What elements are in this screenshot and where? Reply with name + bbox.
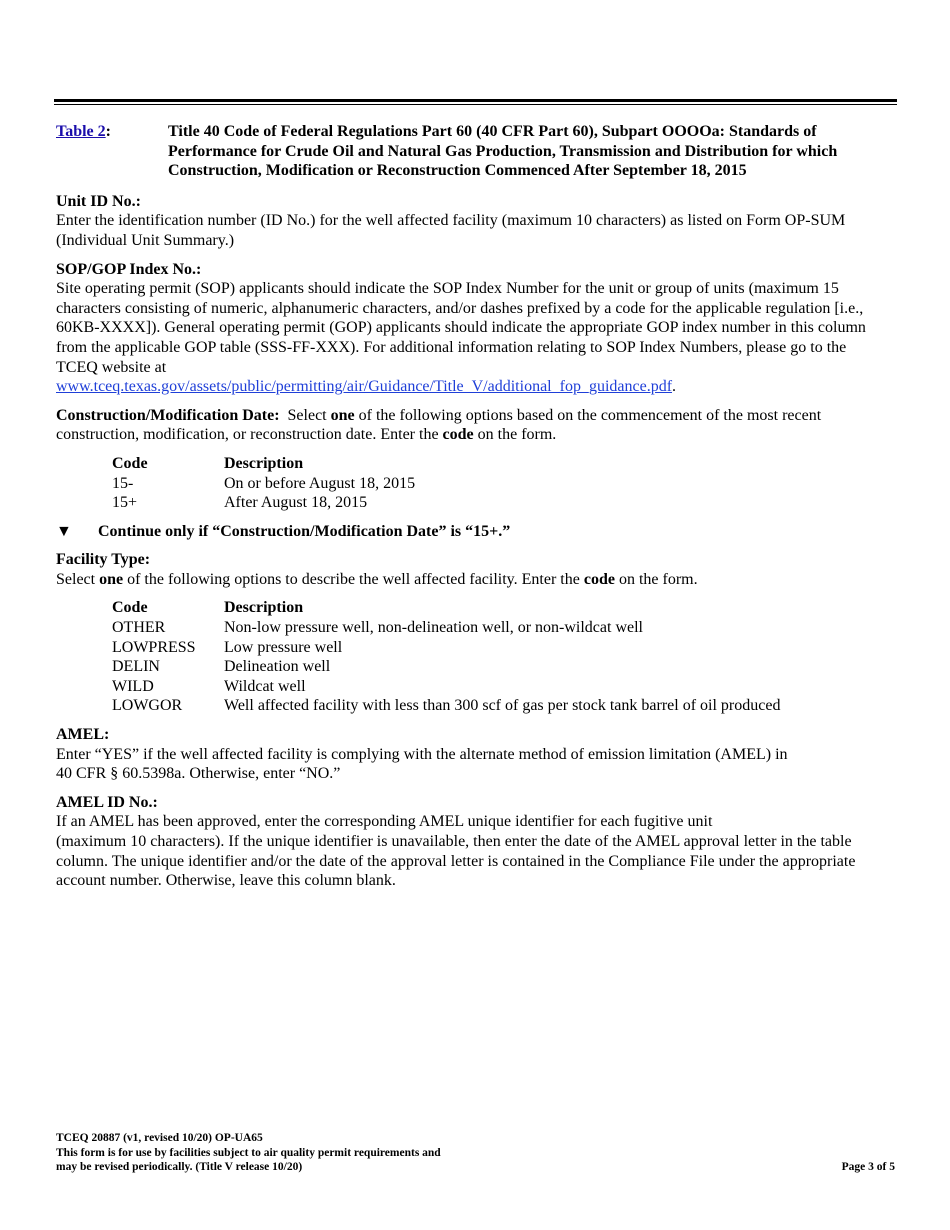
code-column-header: Code (112, 599, 148, 617)
facility-type-heading: Facility Type: (56, 551, 151, 569)
construction-text-1: Select (279, 406, 331, 424)
sop-gop-body (56, 279, 888, 397)
description-cell: Delineation well (224, 658, 331, 676)
table-header-row (112, 454, 888, 474)
unit-id-body: Enter the identification number (ID No.) for the well affected facility (maximum 10 characters) as listed on Form OP-SUM (Individual Unit Summary.) (56, 212, 846, 249)
amel-line-2: 40 CFR § 60.5398a. Otherwise, enter “NO.” (56, 765, 341, 783)
unit-id-heading: Unit ID No.: (56, 192, 141, 210)
description-cell: Low pressure well (224, 638, 343, 656)
facility-code-table (112, 598, 888, 716)
footer-form-id: TCEQ 20887 (v1, revised 10/20) OP-UA65 (56, 1132, 263, 1144)
sop-gop-section (56, 260, 888, 397)
table-row (112, 657, 888, 677)
title-text: Title 40 Code of Federal Regulations Part 60 (40 CFR Part 60), Subpart OOOOa: Standards of Performance for Crude Oil and Natural Gas Production, Transmission and Distribution for which Construction, Modification or Reconstruction Commenced After September 18, 2015 (168, 123, 838, 180)
document-body (56, 122, 888, 900)
sop-gop-text: Site operating permit (SOP) applicants should indicate the SOP Index Number for the unit or group of units (maximum 15 characters consisting of numeric, alphanumeric characters, and/or dashes prefixed by a code for the applicable regulation [i.e., 60KB-XXXX]). General operating permit (GOP) applicants should indicate the appropriate GOP index number in this column from the applicable GOP table (SSS-FF-XXX). For additional information relating to SOP Index Numbers, please go to the TCEQ website at (56, 280, 866, 376)
code-cell: OTHER (112, 619, 166, 637)
facility-type-body (56, 570, 888, 590)
facility-text-2: of the following options to describe the well affected facility. Enter the (123, 570, 584, 588)
description-cell: Well affected facility with less than 300 scf of gas per stock tank barrel of oil produced (224, 697, 781, 715)
amel-id-heading: AMEL ID No.: (56, 793, 158, 811)
table-row (112, 638, 888, 658)
table-header-row (112, 598, 888, 618)
page-number: Page 3 of 5 (841, 1161, 895, 1173)
construction-bold-code: code (442, 426, 474, 444)
code-cell: LOWGOR (112, 697, 183, 715)
construction-body (56, 406, 888, 445)
description-column-header: Description (224, 454, 304, 472)
footer-notice-1: This form is for use by facilities subject to air quality permit requirements and (56, 1146, 441, 1159)
construction-text-3: on the form. (473, 426, 557, 444)
amel-line-1: Enter “YES” if the well affected facility is complying with the alternate method of emission limitation (AMEL) in (56, 745, 788, 763)
amel-id-line-1: If an AMEL has been approved, enter the corresponding AMEL unique identifier for each fugitive unit (56, 813, 713, 831)
facility-text-3: on the form. (614, 570, 698, 588)
table-2-link[interactable]: Table 2 (56, 123, 106, 140)
amel-id-line-2: (maximum 10 characters). If the unique identifier is unavailable, then enter the date of the AMEL approval letter in the table column. The unique identifier and/or the date of the approval letter is contained in the Compliance File under the appropriate account number. Otherwise, leave this column blank. (56, 833, 856, 890)
header-rule-thick (54, 99, 897, 102)
amel-section (56, 725, 888, 784)
sop-gop-heading: SOP/GOP Index No.: (56, 260, 202, 278)
code-cell: LOWPRESS (112, 638, 196, 656)
code-cell: 15+ (112, 494, 138, 512)
table-row (112, 474, 888, 494)
table-row (112, 677, 888, 697)
facility-type-section (56, 550, 888, 716)
construction-heading: Construction/Modification Date: (56, 406, 280, 424)
facility-bold-one: one (99, 570, 124, 588)
description-cell: After August 18, 2015 (224, 494, 368, 512)
description-cell: On or before August 18, 2015 (224, 474, 416, 492)
table-row (112, 696, 888, 716)
construction-code-table (112, 454, 888, 513)
table-row (112, 618, 888, 638)
description-cell: Wildcat well (224, 677, 306, 695)
continue-note (56, 522, 888, 542)
facility-text-1: Select (56, 570, 100, 588)
table-title (56, 122, 888, 181)
footer-notice-2: may be revised periodically. (Title V release 10/20) (56, 1161, 303, 1173)
description-cell: Non-low pressure well, non-delineation well, or non-wildcat well (224, 619, 643, 637)
code-cell: 15- (112, 474, 134, 492)
amel-heading: AMEL: (56, 726, 110, 744)
table-label (56, 122, 168, 181)
continue-note-text: Continue only if “Construction/Modification Date” is “15+.” (98, 522, 511, 540)
down-triangle-icon: ▼ (56, 522, 72, 540)
code-cell: WILD (112, 677, 154, 695)
construction-section (56, 406, 888, 513)
title-colon: : (105, 123, 111, 140)
construction-bold-one: one (330, 406, 355, 424)
header-rule-thin (54, 104, 897, 105)
unit-id-section (56, 192, 888, 251)
description-column-header: Description (224, 599, 304, 617)
code-column-header: Code (112, 454, 148, 472)
amel-id-section (56, 793, 888, 891)
code-cell: DELIN (112, 658, 160, 676)
construction-text-2: of the following options based on the commencement of the most recent construction, modification, or reconstruction date. Enter the (56, 406, 822, 444)
page-footer (56, 1131, 895, 1175)
tceq-guidance-link[interactable]: www.tceq.texas.gov/assets/public/permitting/air/Guidance/Title_V/additional_fop_guidance.pdf (56, 378, 673, 396)
url-period: . (672, 378, 677, 396)
table-row (112, 493, 888, 513)
facility-bold-code: code (583, 570, 615, 588)
